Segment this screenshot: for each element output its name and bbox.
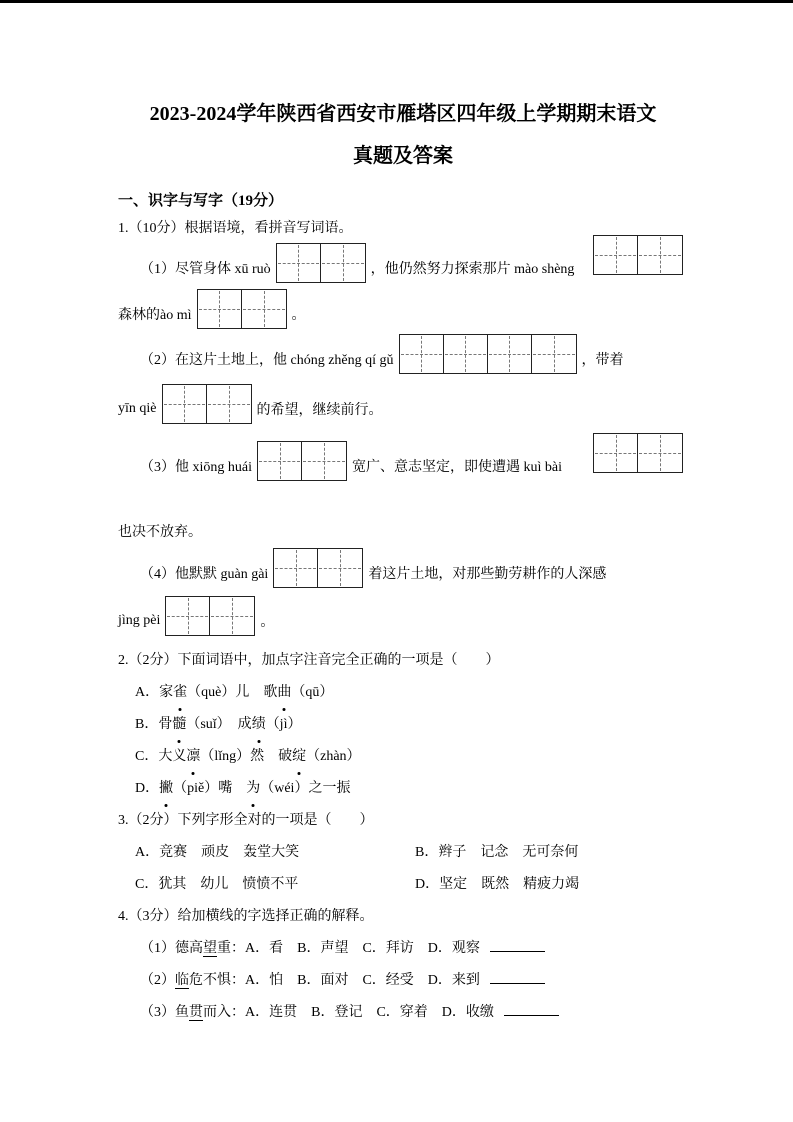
q4-item-1-text: 重：A．看 B．声望 C．拜访 D．观察: [217, 941, 480, 956]
grid-cell: [198, 290, 242, 328]
q2-c-dotted-char: 凛: [186, 741, 200, 773]
q1-part1-text2: ，他仍然努力探索那片 mào shèng: [370, 262, 575, 277]
grid-cell: [207, 385, 251, 423]
q4-item-3-answer-blank: [504, 1000, 559, 1016]
grid-cell: [166, 597, 210, 635]
grid-cell: [638, 236, 682, 274]
q1-part2-line-b: [118, 381, 688, 437]
q2-c-text: C．大义: [135, 749, 187, 764]
grid-cell: [400, 335, 444, 373]
question-3-stem: 3.（2分）下列字形全对的一项是（ ）: [118, 813, 374, 828]
q2-a-dotted-char: 曲: [277, 677, 291, 709]
question-2-stem: 2.（2分）下面词语中，加点字注音完全正确的一项是（ ）: [118, 653, 500, 668]
q4-item-2-text: 危不惧：A．怕 B．面对 C．经受 D．来到: [189, 973, 480, 988]
q3-option-a: A．竞赛 顽皮 轰堂大笑: [135, 845, 300, 860]
pinyin-grid-ao-mi: [197, 289, 287, 329]
q1-part3-text2: 宽广、意志坚定，即使遭遇 kuì bài: [352, 460, 562, 475]
q2-d-dotted-char: 为: [246, 773, 260, 805]
q4-item-2-text: （2）: [140, 973, 175, 988]
q2-b-text: （suǐ） 成: [186, 717, 252, 732]
grid-cell: [242, 290, 286, 328]
grid-cell: [321, 244, 365, 282]
q4-item-3: [118, 997, 688, 1029]
q2-option-c: [118, 741, 688, 773]
doc-title-line1: 2023-2024学年陕西省西安市雁塔区四年级上学期期末语文: [149, 103, 657, 125]
q1-part1-text4: 。: [291, 308, 306, 323]
pinyin-grid-kui-bai: [593, 433, 683, 473]
q3-options-row-1: [118, 837, 688, 869]
q2-a-text: （què）儿 歌: [187, 685, 278, 700]
q2-d-text: D．: [135, 781, 160, 796]
q2-option-b: [118, 709, 688, 741]
q2-b-text: （jì）: [265, 717, 302, 732]
q4-item-2-answer-blank: [490, 968, 545, 984]
q2-d-text: （wéi）之一振: [260, 781, 351, 796]
q1-part1-text1: （1）尽管身体 xū ruò: [140, 262, 271, 277]
q2-d-text: （piě）嘴: [173, 781, 247, 796]
q4-item-3-text: （3）鱼: [140, 1005, 189, 1020]
q4-item-3-underlined-char: 贯: [189, 1005, 203, 1020]
q2-option-d: [118, 773, 688, 805]
q1-part1-line-a: [118, 245, 688, 291]
grid-cell: [318, 549, 362, 587]
q4-item-1-text: （1）德高: [140, 941, 203, 956]
q1-part4-line-b: [118, 597, 688, 645]
q1-part3-text1: （3）他 xiōng huái: [140, 460, 252, 475]
q4-item-3-text: 而入：A．连贯 B．登记 C．穿着 D．收缴: [203, 1005, 494, 1020]
q1-part3-line-b: 也决不放弃。: [118, 525, 202, 540]
grid-cell: [638, 434, 682, 472]
doc-title-line2: 真题及答案: [353, 145, 453, 167]
grid-cell: [302, 442, 346, 480]
grid-cell: [277, 244, 321, 282]
q4-item-2-underlined-char: 临: [175, 973, 189, 988]
q4-item-1: [118, 933, 688, 965]
q2-a-text: （qū）: [291, 685, 334, 700]
q1-part2-text2: ，带着: [581, 353, 624, 368]
q1-part4-text4: 。: [260, 615, 275, 630]
pinyin-grid-mao-sheng: [593, 235, 683, 275]
q1-part1-line-b: [118, 291, 688, 337]
grid-cell: [488, 335, 532, 373]
q2-c-dotted-char: 绽: [292, 741, 306, 773]
pinyin-grid-yin-qie: [162, 384, 252, 424]
q2-c-text: （zhàn）: [306, 749, 361, 764]
q3-option-d: D．坚定 既然 精疲力竭: [415, 877, 580, 892]
q2-option-a: [118, 677, 688, 709]
grid-cell: [444, 335, 488, 373]
q2-b-text: B．骨: [135, 717, 173, 732]
q4-item-1-underlined-char: 望: [203, 941, 217, 956]
grid-cell: [258, 442, 302, 480]
question-4-stem: 4.（3分）给加横线的字选择正确的解释。: [118, 909, 374, 924]
grid-cell: [532, 335, 576, 373]
q1-part4-text1: （4）他默默 guàn gài: [140, 567, 269, 582]
q2-a-dotted-char: 雀: [173, 677, 187, 709]
pinyin-grid-xiong-huai: [257, 441, 347, 481]
q1-part1-text3: 森林的ào mì: [118, 308, 192, 323]
q1-part2-text4: 的希望，继续前行。: [256, 403, 383, 418]
q1-part2-text1: （2）在这片土地上，他 chóng zhěng qí gǔ: [140, 353, 394, 368]
grid-cell: [210, 597, 254, 635]
q3-option-b: B．辫子 记念 无可奈何: [415, 845, 579, 860]
q2-b-dotted-char: 髓: [172, 709, 186, 741]
q4-item-2: [118, 965, 688, 997]
grid-cell: [594, 236, 638, 274]
q1-part4-text3: jìng pèi: [118, 613, 161, 628]
pinyin-grid-jing-pei: [165, 596, 255, 636]
q1-part4-text2: 着这片土地，对那些勤劳耕作的人深感: [368, 567, 607, 582]
q1-part2-line-a: [118, 337, 688, 381]
pinyin-grid-xu-ruo: [276, 243, 366, 283]
exam-content: [0, 3, 793, 1029]
q3-options-row-2: [118, 869, 688, 901]
q3-option-c: C．犹其 幼儿 愤愤不平: [135, 877, 299, 892]
q4-item-1-answer-blank: [490, 936, 545, 952]
section-1-heading: 一、识字与写字（19分）: [118, 193, 284, 209]
question-1-stem: 1.（10分）根据语境，看拼音写词语。: [118, 221, 353, 236]
q1-part3-line-a: [118, 437, 688, 495]
grid-cell: [274, 549, 318, 587]
q2-b-dotted-char: 绩: [252, 709, 266, 741]
pinyin-grid-guan-gai: [273, 548, 363, 588]
q1-part2-text3: yīn qiè: [118, 401, 157, 416]
q1-part4-line-a: [118, 549, 688, 597]
pinyin-grid-chong-zheng-qi-gu: [399, 334, 577, 374]
q2-a-text: A．家: [135, 685, 174, 700]
grid-cell: [163, 385, 207, 423]
q2-d-dotted-char: 撇: [159, 773, 173, 805]
q2-c-text: （lǐng）然 破: [200, 749, 293, 764]
grid-cell: [594, 434, 638, 472]
